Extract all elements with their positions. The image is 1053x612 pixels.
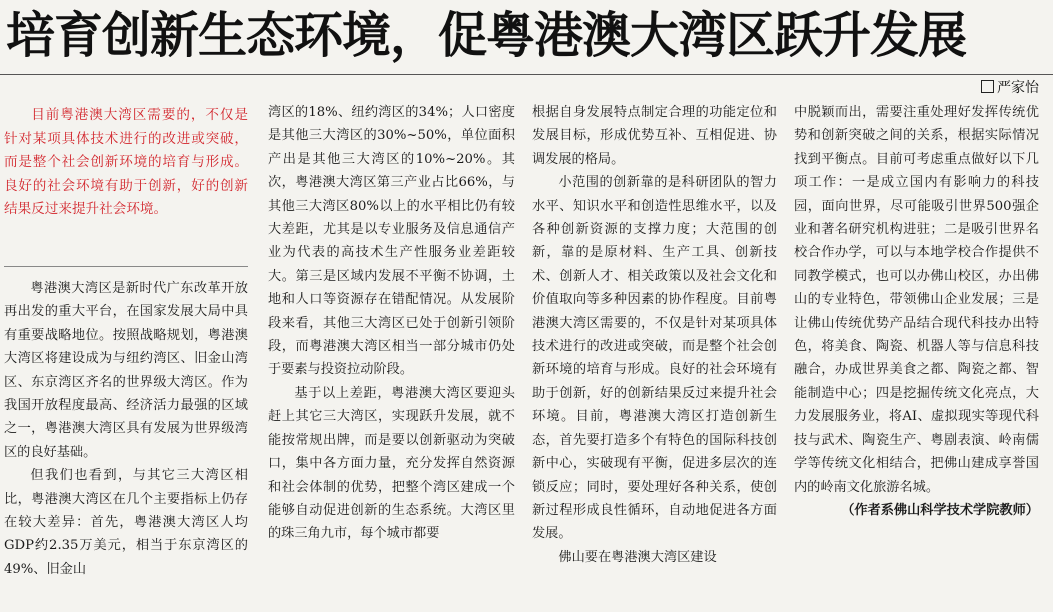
pull-quote-divider <box>4 266 248 267</box>
column-1 <box>4 104 248 612</box>
paragraph: 湾区的18%、纽约湾区的34%；人口密度是其他三大湾区的30%~50%，单位面积产出是其他三大湾区的10%~20%。其次，粤港澳大湾区第三产业占比66%，与其他三大湾区80%以上的水平相比仍有较大差距，尤其是以专业服务及信息通信产业为代表的高技术生产性服务业差距较大。第三是区域内发展不平衡不协调，土地和人口等资源存在错配情况。从发展阶段来看，其他三大湾区已处于创新引领阶段，而粤港澳大湾区相当一部分城市仍处于要素与投资拉动阶段。 <box>268 105 515 378</box>
byline-box-icon <box>981 80 994 93</box>
paragraph: 佛山要在粤港澳大湾区建设 <box>558 549 717 565</box>
column-2 <box>268 101 515 609</box>
byline <box>981 77 1039 99</box>
paragraph: 但我们也看到，与其它三大湾区相比，粤港澳大湾区在几个主要指标上仍存在较大差异：首先，粤港澳大湾区人均GDP约2.35万美元，相当于东京湾区的49%、旧金山 <box>4 468 248 577</box>
headline-rule <box>0 74 1053 75</box>
column-4 <box>794 101 1039 609</box>
author-credit: （作者系佛山科学技术学院教师） <box>841 502 1039 518</box>
paragraph: 中脱颖而出，需要注重处理好发挥传统优势和创新突破之间的关系，根据实际情况找到平衡点。目前可考虑重点做好以下几项工作：一是成立国内有影响力的科技园，面向世界，尽可能吸引世界500强企业和著名研究机构进驻；二是吸引世界名校合作办学，可以与本地学校合作提供不同教学模式，也可以办佛山校区，办出佛山的专业特色，带领佛山企业发展；三是让佛山传统优势产品结合现代科技办出特色，将美食、陶瓷、机器人等与信息科技融合，办成世界美食之都、陶瓷之都、智能制造中心；四是挖掘传统文化亮点，大力发展服务业，将AI、虚拟现实等现代科技与武术、陶瓷生产、粤剧表演、岭南儒学等传统文化相结合，把佛山建成享誉国内的岭南文化旅游名城。 <box>794 105 1039 495</box>
paragraph: 根据自身发展特点制定合理的功能定位和发展目标，形成优势互补、互相促进、协调发展的格局。 <box>532 105 777 167</box>
paragraph: 粤港澳大湾区是新时代广东改革开放再出发的重大平台，在国家发展大局中具有重要战略地位。按照战略规划，粤港澳大湾区将建设成为与纽约湾区、旧金山湾区、东京湾区齐名的世界级大湾区。作为我国开放程度最高、经济活力最强的区域之一，粤港澳大湾区具有发展为世界级湾区的良好基础。 <box>4 281 248 460</box>
paragraph: 小范围的创新靠的是科研团队的智力水平、知识水平和创造性思维水平，以及各种创新资源的支撑力度；大范围的创新，靠的是原材料、生产工具、创新技术、创新人才、相关政策以及社会文化和价值取向等多种因素的协作程度。目前粤港澳大湾区需要的，不仅是针对某项具体技术进行的改进或突破，而是整个社会创新环境的培育与形成。良好的社会环境有助于创新，好的创新结果反过来提升社会环境。目前，粤港澳大湾区打造创新生态，首先要打造多个有特色的国际科技创新中心，实破现有平衡，促进多层次的连锁反应；同时，要处理好各种关系，使创新过程形成良性循环，自动地促进各方面发展。 <box>532 175 777 542</box>
article-headline: 培育创新生态环境，促粤港澳大湾区跃升发展 <box>6 7 967 64</box>
column-3 <box>532 101 777 609</box>
author-name: 严家怡 <box>997 80 1039 96</box>
pull-quote: 目前粤港澳大湾区需要的，不仅是针对某项具体技术进行的改进或突破，而是整个社会创新环境的培育与形成。良好的社会环境有助于创新，好的创新结果反过来提升社会环境。 <box>4 107 248 217</box>
paragraph: 基于以上差距，粤港澳大湾区要迎头赶上其它三大湾区，实现跃升发展，就不能按常规出牌，而是要以创新驱动为突破口，集中各方面力量，充分发挥自然资源和社会体制的优势，把整个湾区建成一个能够自动促进创新的生态系统。大湾区里的珠三角九市，每个城市都要 <box>268 385 515 542</box>
